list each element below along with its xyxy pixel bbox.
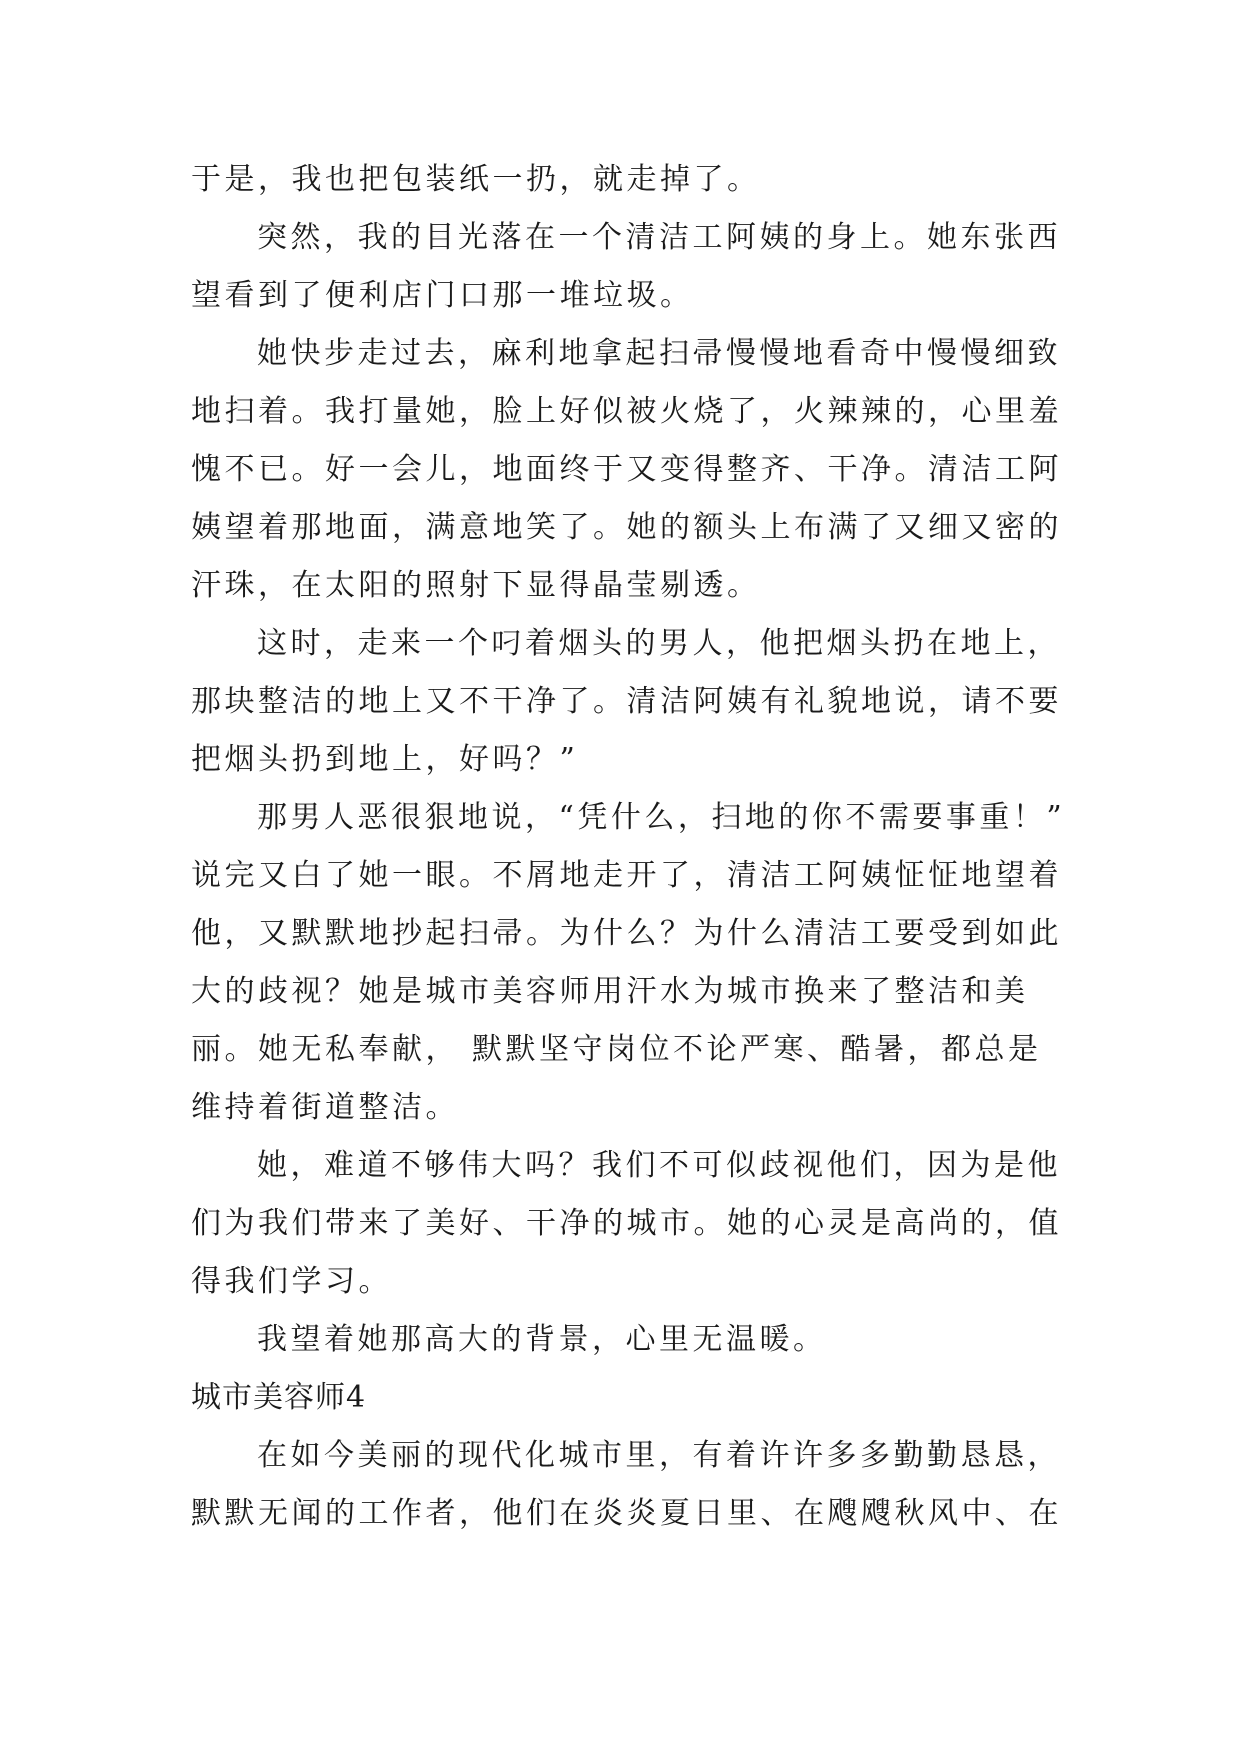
text-line: 突然，我的目光落在一个清洁工阿姨的身上。她东张西 [257, 220, 1061, 255]
text-line: 丽。她无私奉献， 默默坚守岗位不论严寒、酷暑，都总是 [191, 1032, 1042, 1067]
text-line: 维持着街道整洁。 [191, 1090, 459, 1125]
text-line: 她快步走过去，麻利地拿起扫帚慢慢地看奇中慢慢细致 [257, 336, 1061, 371]
text-line: 得我们学习。 [191, 1264, 392, 1299]
text-line: 汗珠，在太阳的照射下显得晶莹剔透。 [191, 568, 761, 603]
text-line: 那男人恶很狠地说，“凭什么，扫地的你不需要事重！” [257, 800, 1066, 835]
text-line: 那块整洁的地上又不干净了。清洁阿姨有礼貌地说，请不要 [191, 684, 1062, 719]
text-line: 这时，走来一个叼着烟头的男人，他把烟头扔在地上， [257, 626, 1061, 661]
text-line: 他，又默默地抄起扫帚。为什么？为什么清洁工要受到如此 [191, 916, 1062, 951]
text-line: 她，难道不够伟大吗？我们不可似歧视他们，因为是他 [257, 1148, 1061, 1183]
text-line: 在如今美丽的现代化城市里，有着许许多多勤勤恳恳， [257, 1438, 1061, 1473]
text-line: 望看到了便利店门口那一堆垃圾。 [191, 278, 694, 313]
text-line: 默默无闻的工作者，他们在炎炎夏日里、在飕飕秋风中、在 [191, 1496, 1062, 1531]
text-line: 姨望着那地面，满意地笑了。她的额头上布满了又细又密的 [191, 510, 1062, 545]
document-body [191, 151, 1066, 1543]
text-line: 愧不已。好一会儿，地面终于又变得整齐、干净。清洁工阿 [191, 452, 1062, 487]
section-heading: 城市美容师4 [191, 1380, 367, 1415]
text-line: 地扫着。我打量她，脸上好似被火烧了，火辣辣的，心里羞 [191, 394, 1062, 429]
text-line: 把烟头扔到地上，好吗？” [191, 742, 579, 777]
text-line: 于是，我也把包装纸一扔，就走掉了。 [191, 162, 761, 197]
text-line: 们为我们带来了美好、干净的城市。她的心灵是高尚的，值 [191, 1206, 1062, 1241]
text-line: 说完又白了她一眼。不屑地走开了，清洁工阿姨怔怔地望着 [191, 858, 1062, 893]
text-line: 大的歧视？她是城市美容师用汗水为城市换来了整洁和美 [191, 974, 1029, 1009]
text-line: 我望着她那高大的背景，心里无温暖。 [257, 1322, 827, 1357]
